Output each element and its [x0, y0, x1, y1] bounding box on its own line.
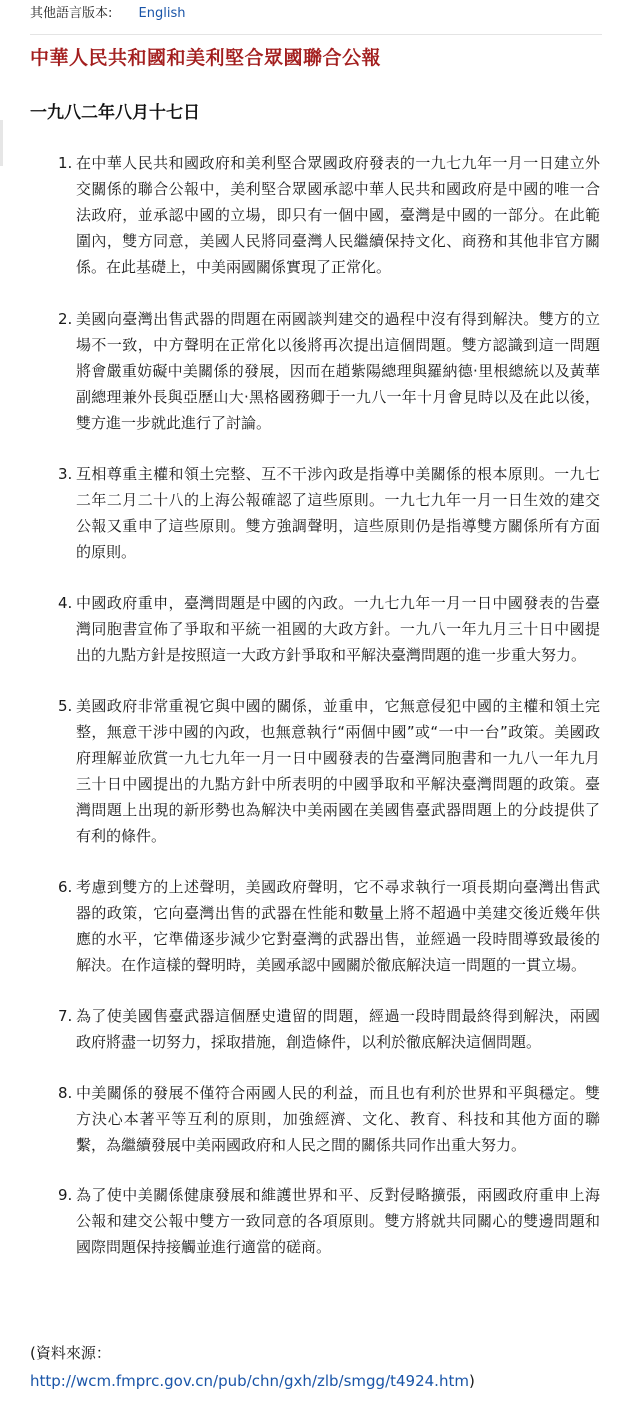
- article-text: 在中華人民共和國政府和美利堅合眾國政府發表的一九七九年一月一日建立外交關係的聯合公報中，美利堅合眾國承認中華人民共和國政府是中國的唯一合法政府，並承認中國的立場，即只有一個中國，臺灣是中國的一部分。在此範圍內，雙方同意，美國人民將同臺灣人民繼續保持文化、商務和其他非官方關係。在此基礎上，中美兩國關係實現了正常化。: [76, 154, 600, 276]
- article-item: [58, 1182, 600, 1260]
- source-close-paren: ): [468, 1372, 475, 1390]
- article-number: 5.: [58, 697, 73, 715]
- article-number: 2.: [58, 310, 73, 328]
- article-text: 美國政府非常重視它與中國的關係，並重申，它無意侵犯中國的主權和領土完整，無意干涉中國的內政，也無意執行“兩個中國”或“一中一台”政策。美國政府理解並欣賞一九七九年一月一日中國發表的告臺灣同胞書和一九八一年九月三十日中國提出的九點方針中所表明的中國爭取和平解決臺灣問題的政策。臺灣問題上出現的新形勢也為解決中美兩國在美國售臺武器問題上的分歧提供了有利的條件。: [76, 697, 600, 845]
- article-text: 考慮到雙方的上述聲明，美國政府聲明，它不尋求執行一項長期向臺灣出售武器的政策，它向臺灣出售的武器在性能和數量上將不超過中美建交後近幾年供應的水平，它準備逐步減少它對臺灣的武器出售，並經過一段時間導致最後的解決。在作這樣的聲明時，美國承認中國關於徹底解決這一問題的一貫立場。: [76, 878, 600, 974]
- article-number: 9.: [58, 1186, 73, 1204]
- article-text: 為了使中美關係健康發展和維護世界和平、反對侵略擴張，兩國政府重申上海公報和建交公報中雙方一致同意的各項原則。雙方將就共同關心的雙邊問題和國際問題保持接觸並進行適當的磋商。: [76, 1186, 600, 1256]
- article-text: 中美關係的發展不僅符合兩國人民的利益，而且也有利於世界和平與穩定。雙方決心本著平等互利的原則，加強經濟、文化、教育、科技和其他方面的聯繫，為繼續發展中美兩國政府和人民之間的關係共同作出重大努力。: [76, 1084, 600, 1154]
- article-text: 互相尊重主權和領土完整、互不干涉內政是指導中美關係的根本原則。一九七二年二月二十八的上海公報確認了這些原則。一九七九年一月一日生效的建交公報又重申了這些原則。雙方強調聲明，這些原則仍是指導雙方關係所有方面的原則。: [76, 465, 600, 561]
- article-number: 6.: [58, 878, 73, 896]
- articles-list: [58, 150, 600, 1260]
- article-text: 中國政府重申，臺灣問題是中國的內政。一九七九年一月一日中國發表的告臺灣同胞書宣佈了爭取和平統一祖國的大政方針。一九八一年九月三十日中國提出的九點方針是按照這一大政方針爭取和平解決臺灣問題的進一步重大努力。: [76, 594, 600, 664]
- article-item: [58, 693, 600, 849]
- article-item: [58, 461, 600, 565]
- article-number: 4.: [58, 594, 73, 612]
- page-title: 中華人民共和國和美利堅合眾國聯合公報: [30, 47, 382, 69]
- source-note: [30, 1339, 475, 1395]
- left-margin-rule: [0, 120, 3, 166]
- article-item: [58, 874, 600, 978]
- article-text: 為了使美國售臺武器這個歷史遺留的問題，經過一段時間最終得到解決，兩國政府將盡一切努力，採取措施，創造條件，以利於徹底解決這個問題。: [76, 1007, 600, 1051]
- english-link[interactable]: English: [138, 6, 186, 21]
- language-bar: [30, 6, 602, 35]
- article-number: 1.: [58, 154, 73, 172]
- article-number: 3.: [58, 465, 73, 483]
- source-link[interactable]: http://wcm.fmprc.gov.cn/pub/chn/gxh/zlb/smgg/t4924.htm: [30, 1372, 469, 1390]
- article-number: 7.: [58, 1007, 73, 1025]
- document-date: 一九八二年八月十七日: [30, 103, 200, 123]
- article-text: 美國向臺灣出售武器的問題在兩國談判建交的過程中沒有得到解決。雙方的立場不一致，中方聲明在正常化以後將再次提出這個問題。雙方認識到這一問題將會嚴重妨礙中美關係的發展，因而在趙紫陽總理與羅納德·里根總統以及黃華副總理兼外長與亞歷山大·黑格國務卿于一九八一年十月會見時以及在此以後，雙方進一步就此進行了討論。: [76, 310, 600, 432]
- language-label: 其他語言版本:: [30, 6, 113, 21]
- article-item: [58, 306, 600, 436]
- source-line: [30, 1367, 475, 1395]
- article-item: [58, 590, 600, 668]
- article-item: [58, 150, 600, 280]
- article-item: [58, 1080, 600, 1158]
- article-number: 8.: [58, 1084, 73, 1102]
- source-label: (資料來源：: [30, 1344, 111, 1362]
- article-item: [58, 1003, 600, 1055]
